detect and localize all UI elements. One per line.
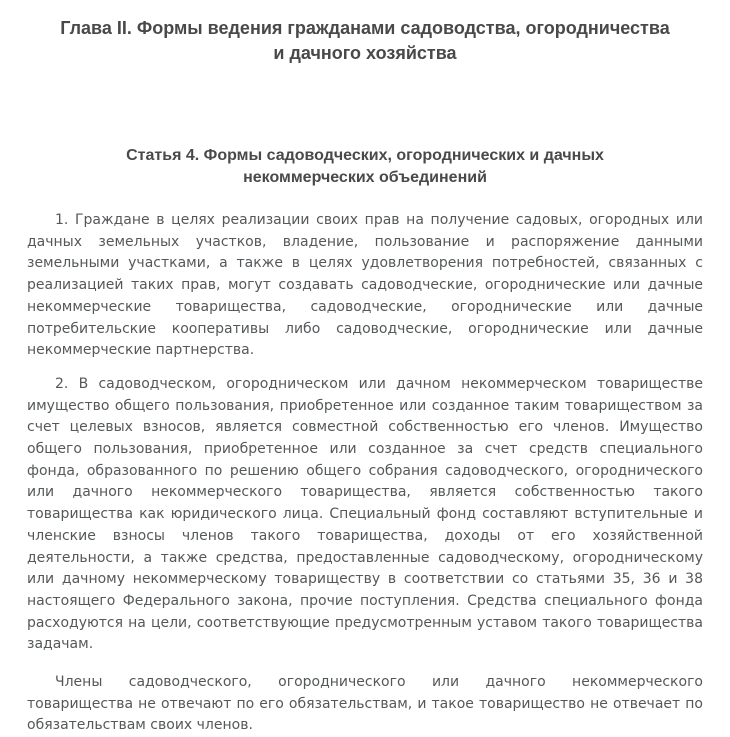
- paragraph-item-2: 2. В садоводческом, огородническом или дачном некоммерческом товариществе имущество общего пользования, приобретенное или созданное таким товариществом за счет целевых взносов, является совместной собственностью его членов. Имущество общего пользования, приобретенное или созданное за счет средств специального фонда, образованного по решению общего собрания садоводческого, огороднического или дачного некоммерческого товарищества, является собственностью такого товарищества как юридического лица. Специальный фонд составляют вступительные и членские взносы членов такого товарищества, доходы от его хозяйственной деятельности, а также средства, предоставленные садоводческому, огородническому или дачному некоммерческому товариществу в соответствии со статьями 35, 36 и 38 настоящего Федерального закона, прочие поступления. Средства специального фонда расходуются на цели, соответствующие предусмотренным уставом такого товарищества задачам.: [27, 375, 703, 653]
- document-page: [0, 16, 730, 737]
- article-title: [27, 145, 703, 189]
- article-title-line-1: Статья 4. Формы садоводческих, огороднических и дачных: [126, 147, 604, 164]
- paragraph-item-1: 1. Граждане в целях реализации своих прав на получение садовых, огородных или дачных земельных участков, владение, пользование и распоряжение данными земельными участками, а также в целях удовлетворения потребностей, связанных с реализацией таких прав, могут создавать садоводческие, огороднические или дачные некоммерческие товарищества, садоводческие, огороднические или дачные потребительские кооперативы либо садоводческие, огороднические или дачные некоммерческие партнерства.: [27, 212, 703, 359]
- article-title-line-2: некоммерческих объединений: [243, 169, 487, 186]
- chapter-title: [27, 16, 703, 66]
- chapter-title-line-2: и дачного хозяйства: [273, 43, 457, 63]
- paragraph-item-3: Члены садоводческого, огороднического или дачного некоммерческого товарищества не отвечают по его обязательствам, и такое товарищество не отвечает по обязательствам своих членов.: [27, 674, 703, 734]
- chapter-title-line-1: Глава II. Формы ведения гражданами садоводства, огородничества: [60, 18, 670, 38]
